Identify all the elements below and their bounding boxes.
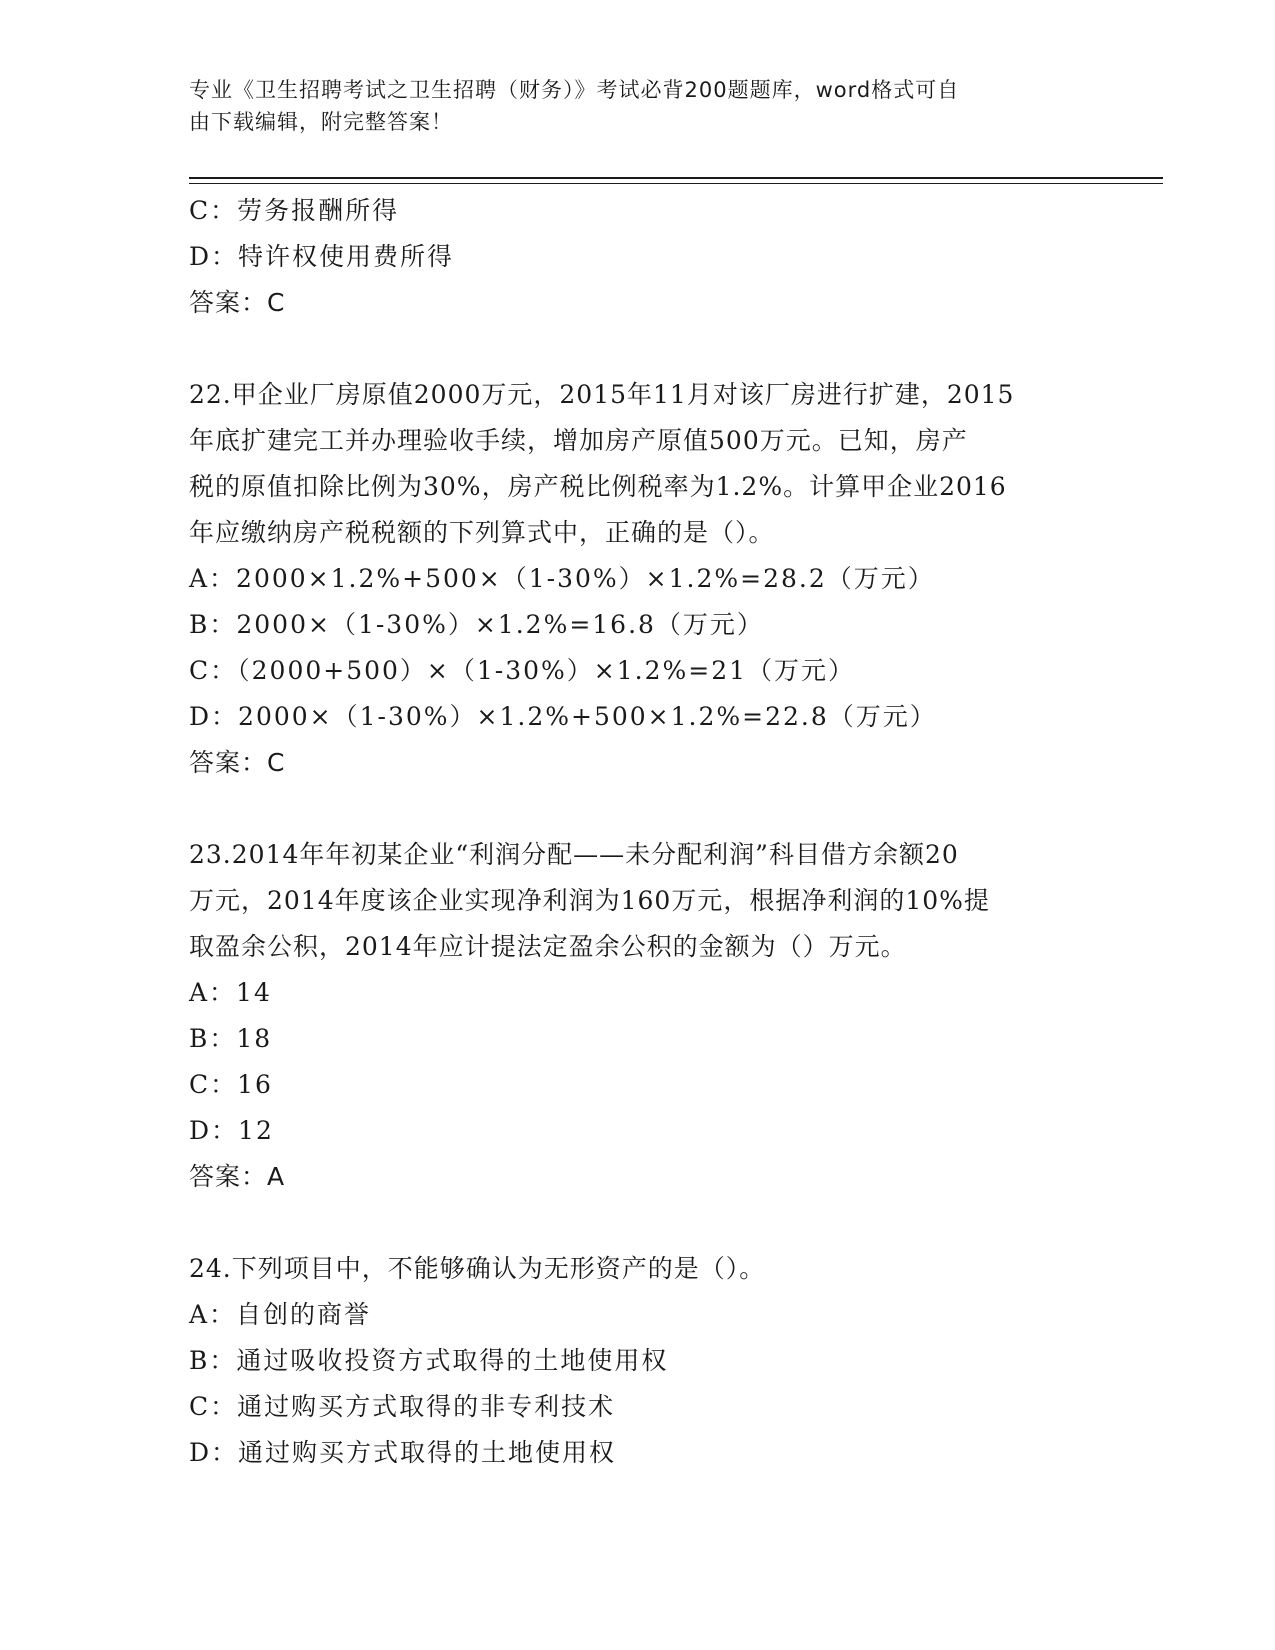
- question-text-line: 税的原值扣除比例为30%，房产税比例税率为1.2%。计算甲企业2016: [189, 472, 1007, 501]
- header-line-1: 专业《卫生招聘考试之卫生招聘（财务）》考试必背200题题库，word格式可自: [189, 78, 960, 102]
- option-c: C：（2000+500）×（1-30%）×1.2%=21（万元）: [189, 656, 856, 685]
- header-divider-thick: [189, 177, 1163, 179]
- question-text: [189, 1246, 1089, 1292]
- question-text-line: 年底扩建完工并办理验收手续，增加房产原值500万元。已知，房产: [189, 426, 968, 455]
- question-text-line: 万元，2014年度该企业实现净利润为160万元，根据净利润的10%提: [189, 886, 990, 915]
- question-text-line: 取盈余公积，2014年应计提法定盈余公积的金额为（）万元。: [189, 932, 907, 961]
- question-text-line: 年应缴纳房产税税额的下列算式中，正确的是（）。: [189, 518, 775, 547]
- answer-label: 答案：A: [189, 1162, 286, 1191]
- question-23: [189, 832, 1089, 1200]
- header-divider-thin: [189, 183, 1163, 184]
- option-d: D：2000×（1-30%）×1.2%+500×1.2%=22.8（万元）: [189, 702, 937, 731]
- document-header: [189, 74, 1089, 138]
- option-a: A：14: [189, 978, 272, 1007]
- option-b: B：2000×（1-30%）×1.2%=16.8（万元）: [189, 610, 764, 639]
- option-b: B：通过吸收投资方式取得的土地使用权: [189, 1346, 669, 1375]
- spacer: [189, 1200, 1089, 1246]
- question-text: [189, 372, 1089, 556]
- answer-label: 答案：C: [189, 288, 286, 317]
- question-text-line: 23.2014年年初某企业“利润分配——未分配利润”科目借方余额20: [189, 840, 959, 869]
- question-22: [189, 372, 1089, 786]
- option-d: D：特许权使用费所得: [189, 242, 455, 271]
- option-d: D：12: [189, 1116, 274, 1145]
- spacer: [189, 326, 1089, 372]
- answer-label: 答案：C: [189, 748, 286, 777]
- option-c: C：劳务报酬所得: [189, 196, 400, 225]
- question-text: [189, 832, 1089, 970]
- option-a: A：自创的商誉: [189, 1300, 372, 1329]
- option-b: B：18: [189, 1024, 273, 1053]
- header-line-2: 由下载编辑，附完整答案！: [189, 110, 453, 134]
- question-text-line: 22.甲企业厂房原值2000万元，2015年11月对该厂房进行扩建，2015: [189, 380, 1015, 409]
- spacer: [189, 786, 1089, 832]
- document-body: [189, 188, 1089, 1476]
- option-d: D：通过购买方式取得的土地使用权: [189, 1438, 617, 1467]
- option-c: C：16: [189, 1070, 273, 1099]
- option-c: C：通过购买方式取得的非专利技术: [189, 1392, 616, 1421]
- question-24: [189, 1246, 1089, 1476]
- question-text-line: 24.下列项目中，不能够确认为无形资产的是（）。: [189, 1254, 766, 1283]
- option-a: A：2000×1.2%+500×（1-30%）×1.2%=28.2（万元）: [189, 564, 935, 593]
- question-21-tail: [189, 188, 1089, 326]
